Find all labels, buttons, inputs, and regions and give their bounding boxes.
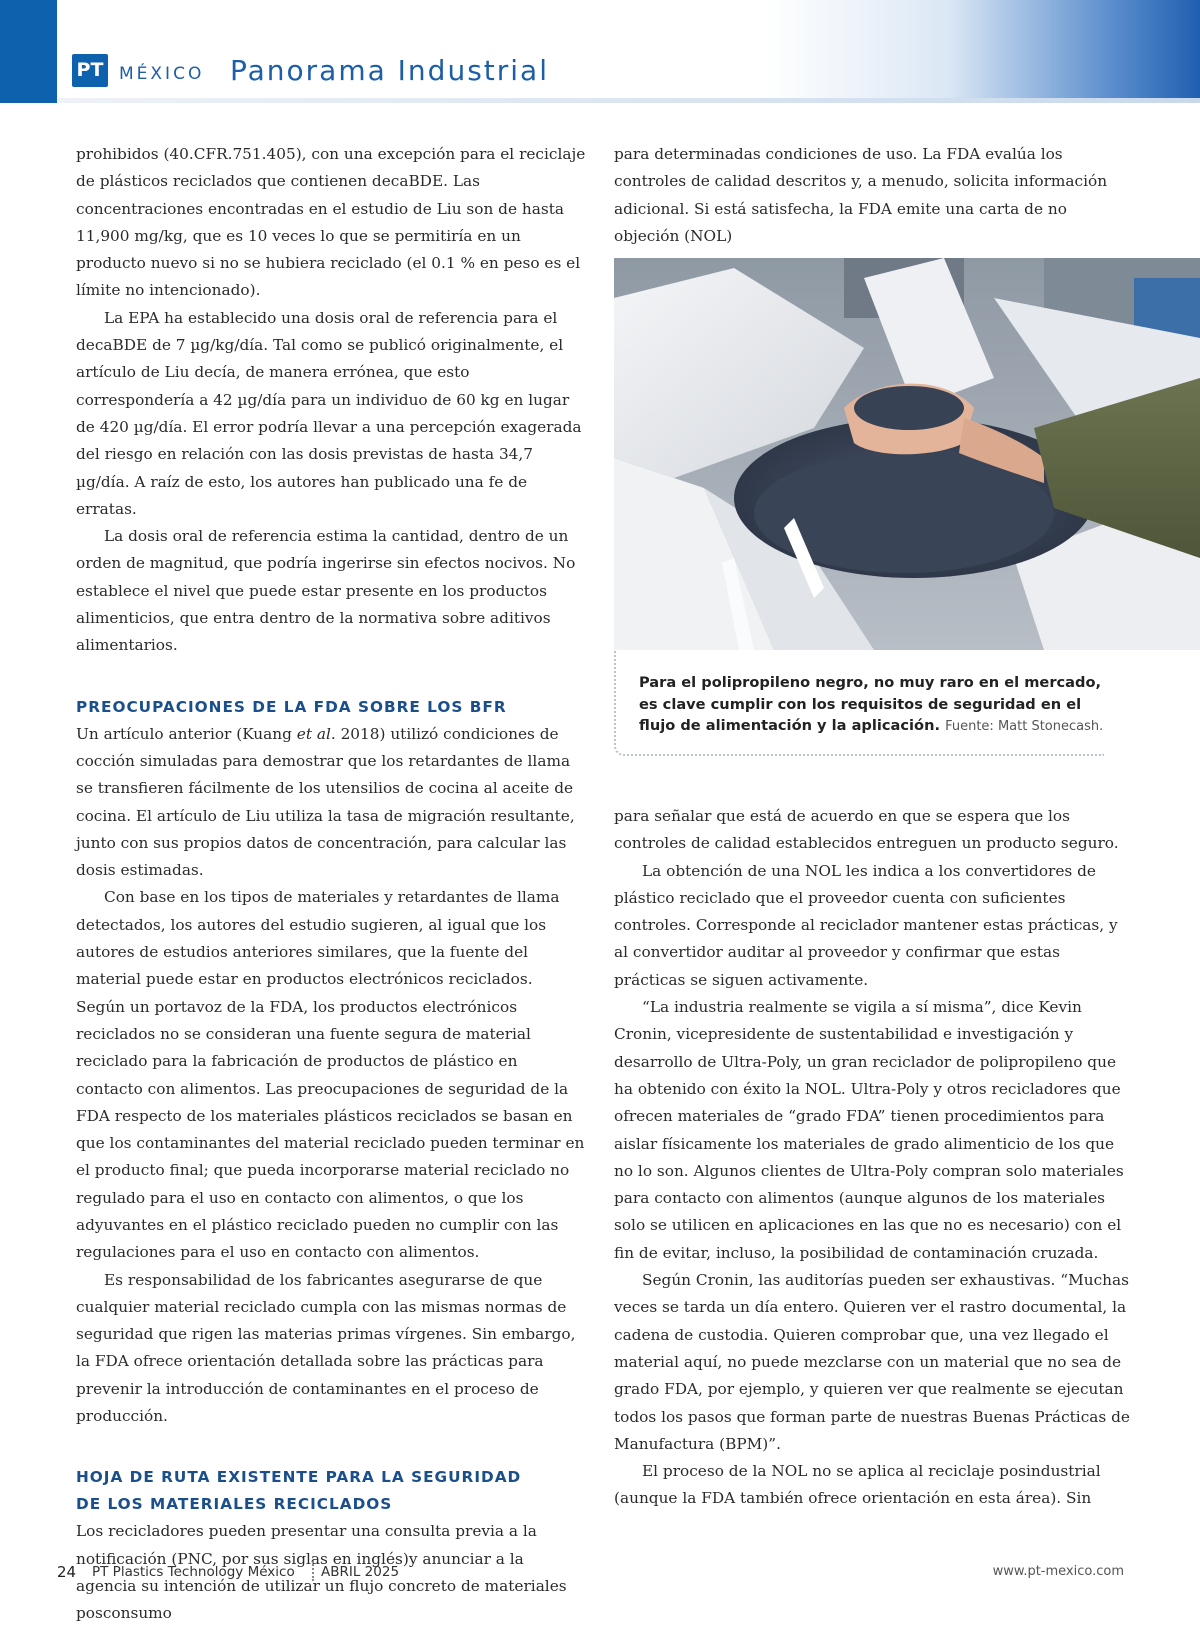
paragraph <box>76 721 586 885</box>
paragraph: La dosis oral de referencia estima la cantidad, dentro de un orden de magnitud, que podría ingerirse sin efectos nocivos. No establece el nivel que puede estar presente en los productos alimenticios, que entra dentro de la normativa sobre aditivos alimentarios. <box>76 527 576 655</box>
paragraph: prohibidos (40.CFR.751.405), con una excepción para el reciclaje de plásticos reciclados que contienen decaBDE. Las concentraciones encontradas en el estudio de Liu son de hasta 11,900 mg/kg, que es 10 veces lo que se permitiría en un producto nuevo si no se hubiera reciclado (el 0.1 % en peso es el límite no intencionado). <box>76 145 586 300</box>
pellets-photo-illustration <box>614 258 1200 650</box>
caption-text: Para el polipropileno negro, no muy raro en el mercado, es clave cumplir con los requisitos de seguridad en el flujo de alimentación y la aplicación. <box>639 674 1102 735</box>
paragraph: Según Cronin, las auditorías pueden ser exhaustivas. “Muchas veces se tarda un día entero. Quieren ver el rastro documental, la cadena de custodia. Quieren comprobar que, una vez llegado el material aquí, no puede mezclarse con un material que no sea de grado FDA, por ejemplo, y quieren ver que realmente se ejecutan todos los pasos que forman parte de nuestras Buenas Prácticas de Manufactura (BPM)”. <box>614 1271 1130 1453</box>
spacer <box>76 660 586 694</box>
footer-url[interactable]: www.pt-mexico.com <box>992 1564 1124 1579</box>
footer-date: ABRIL 2025 <box>321 1564 400 1580</box>
header-accent-bar <box>0 0 57 103</box>
paragraph: Los recicladores pueden presentar una consulta previa a la notificación (PNC, por sus siglas en inglés)y anunciar a la agencia su intención de utilizar un flujo concreto de materiales posconsumo <box>76 1522 567 1623</box>
spacer <box>76 1430 586 1464</box>
section-heading-line: HOJA DE RUTA EXISTENTE PARA LA SEGURIDAD <box>76 1468 522 1487</box>
paragraph: para determinadas condiciones de uso. La FDA evalúa los controles de calidad descritos y, a menudo, solicita información adicional. Si está satisfecha, la FDA emite una carta de no objeción (NOL) <box>614 145 1108 245</box>
page-header <box>0 0 1200 103</box>
text-emphasis: et al. <box>296 724 336 743</box>
right-column-top <box>614 141 1134 250</box>
section-title: Panorama Industrial <box>230 54 549 87</box>
page-footer <box>0 1557 1200 1587</box>
text-run: Un artículo anterior (Kuang <box>76 724 297 743</box>
text-run: 2018) utilizó condiciones de cocción simuladas para demostrar que los retardantes de llama se transfieren fácilmente de los utensilios de cocina al aceite de cocina. El artículo de Liu utiliza la tasa de migración resultante, junto con sus propios datos de concentración, para calcular las dosis estimadas. <box>76 724 575 880</box>
footer-separator <box>312 1561 314 1581</box>
photo-caption <box>639 672 1109 738</box>
pt-logo: PT <box>72 54 108 87</box>
paragraph: La obtención de una NOL les indica a los convertidores de plástico reciclado que el proveedor cuenta con suficientes controles. Corresponde al reciclador mantener estas prácticas, y al convertidor auditar al proveedor y confirmar que estas prácticas se siguen activamente. <box>614 861 1118 989</box>
paragraph: para señalar que está de acuerdo en que se espera que los controles de calidad establecidos entreguen un producto seguro. <box>614 807 1119 853</box>
header-gradient-band <box>57 0 1200 103</box>
paragraph: La EPA ha establecido una dosis oral de referencia para el decaBDE de 7 µg/kg/día. Tal como se publicó originalmente, el artículo de Liu decía, de manera errónea, que esto correspondería a 42 µg/día para un individuo de 60 kg en lugar de 420 µg/día. El error podría llevar a una percepción exagerada del riesgo en relación con las dosis previstas de hasta 34,7 µg/día. A raíz de esto, los autores han publicado una fe de erratas. <box>76 308 582 518</box>
left-column <box>76 141 586 1628</box>
right-column-bottom <box>614 803 1134 1513</box>
paragraph: El proceso de la NOL no se aplica al reciclaje posindustrial (aunque la FDA también ofrece orientación en esta área). Sin <box>614 1462 1101 1508</box>
page-number: 24 <box>57 1563 77 1581</box>
footer-publication: PT Plastics Technology México <box>92 1564 295 1580</box>
section-heading: PREOCUPACIONES DE LA FDA SOBRE LOS BFR <box>76 697 507 716</box>
edition-label: MÉXICO <box>119 64 205 84</box>
paragraph: Con base en los tipos de materiales y retardantes de llama detectados, los autores del estudio sugieren, al igual que los autores de estudios anteriores similares, que la fuente del material puede estar en productos electrónicos reciclados. Según un portavoz de la FDA, los productos electrónicos reciclados no se consideran una fuente segura de material reciclado para la fabricación de productos de plástico en contacto con alimentos. Las preocupaciones de seguridad de la FDA respecto de los materiales plásticos reciclados se basan en que los contaminantes del material reciclado pueden terminar en el producto final; que pueda incorporarse material reciclado no regulado para el uso en contacto con alimentos, o que los adyuvantes en el plástico reciclado pueden no cumplir con las regulaciones para el uso en contacto con alimentos. <box>76 888 585 1262</box>
header-divider <box>57 98 1200 103</box>
pellets-photo <box>614 258 1200 650</box>
section-heading-line: DE LOS MATERIALES RECICLADOS <box>76 1495 393 1514</box>
caption-source: Fuente: Matt Stonecash. <box>945 719 1104 735</box>
paragraph: Es responsabilidad de los fabricantes asegurarse de que cualquier material reciclado cumpla con las mismas normas de seguridad que rigen las materias primas vírgenes. Sin embargo, la FDA ofrece orientación detallada sobre las prácticas para prevenir la introducción de contaminantes en el proceso de producción. <box>76 1270 576 1426</box>
paragraph: “La industria realmente se vigila a sí misma”, dice Kevin Cronin, vicepresidente de sustentabilidad e investigación y desarrollo de Ultra-Poly, un gran reciclador de polipropileno que ha obtenido con éxito la NOL. Ultra-Poly y otros recicladores que ofrecen materiales de “grado FDA” tienen procedimientos para aislar físicamente los materiales de grado alimenticio de los que no lo son. Algunos clientes de Ultra-Poly compran solo materiales para contacto con alimentos (aunque algunos de los materiales solo se utilicen en aplicaciones en las que no es necesario) con el fin de evitar, incluso, la posibilidad de contaminación cruzada. <box>614 998 1124 1262</box>
section-heading <box>76 1464 586 1518</box>
